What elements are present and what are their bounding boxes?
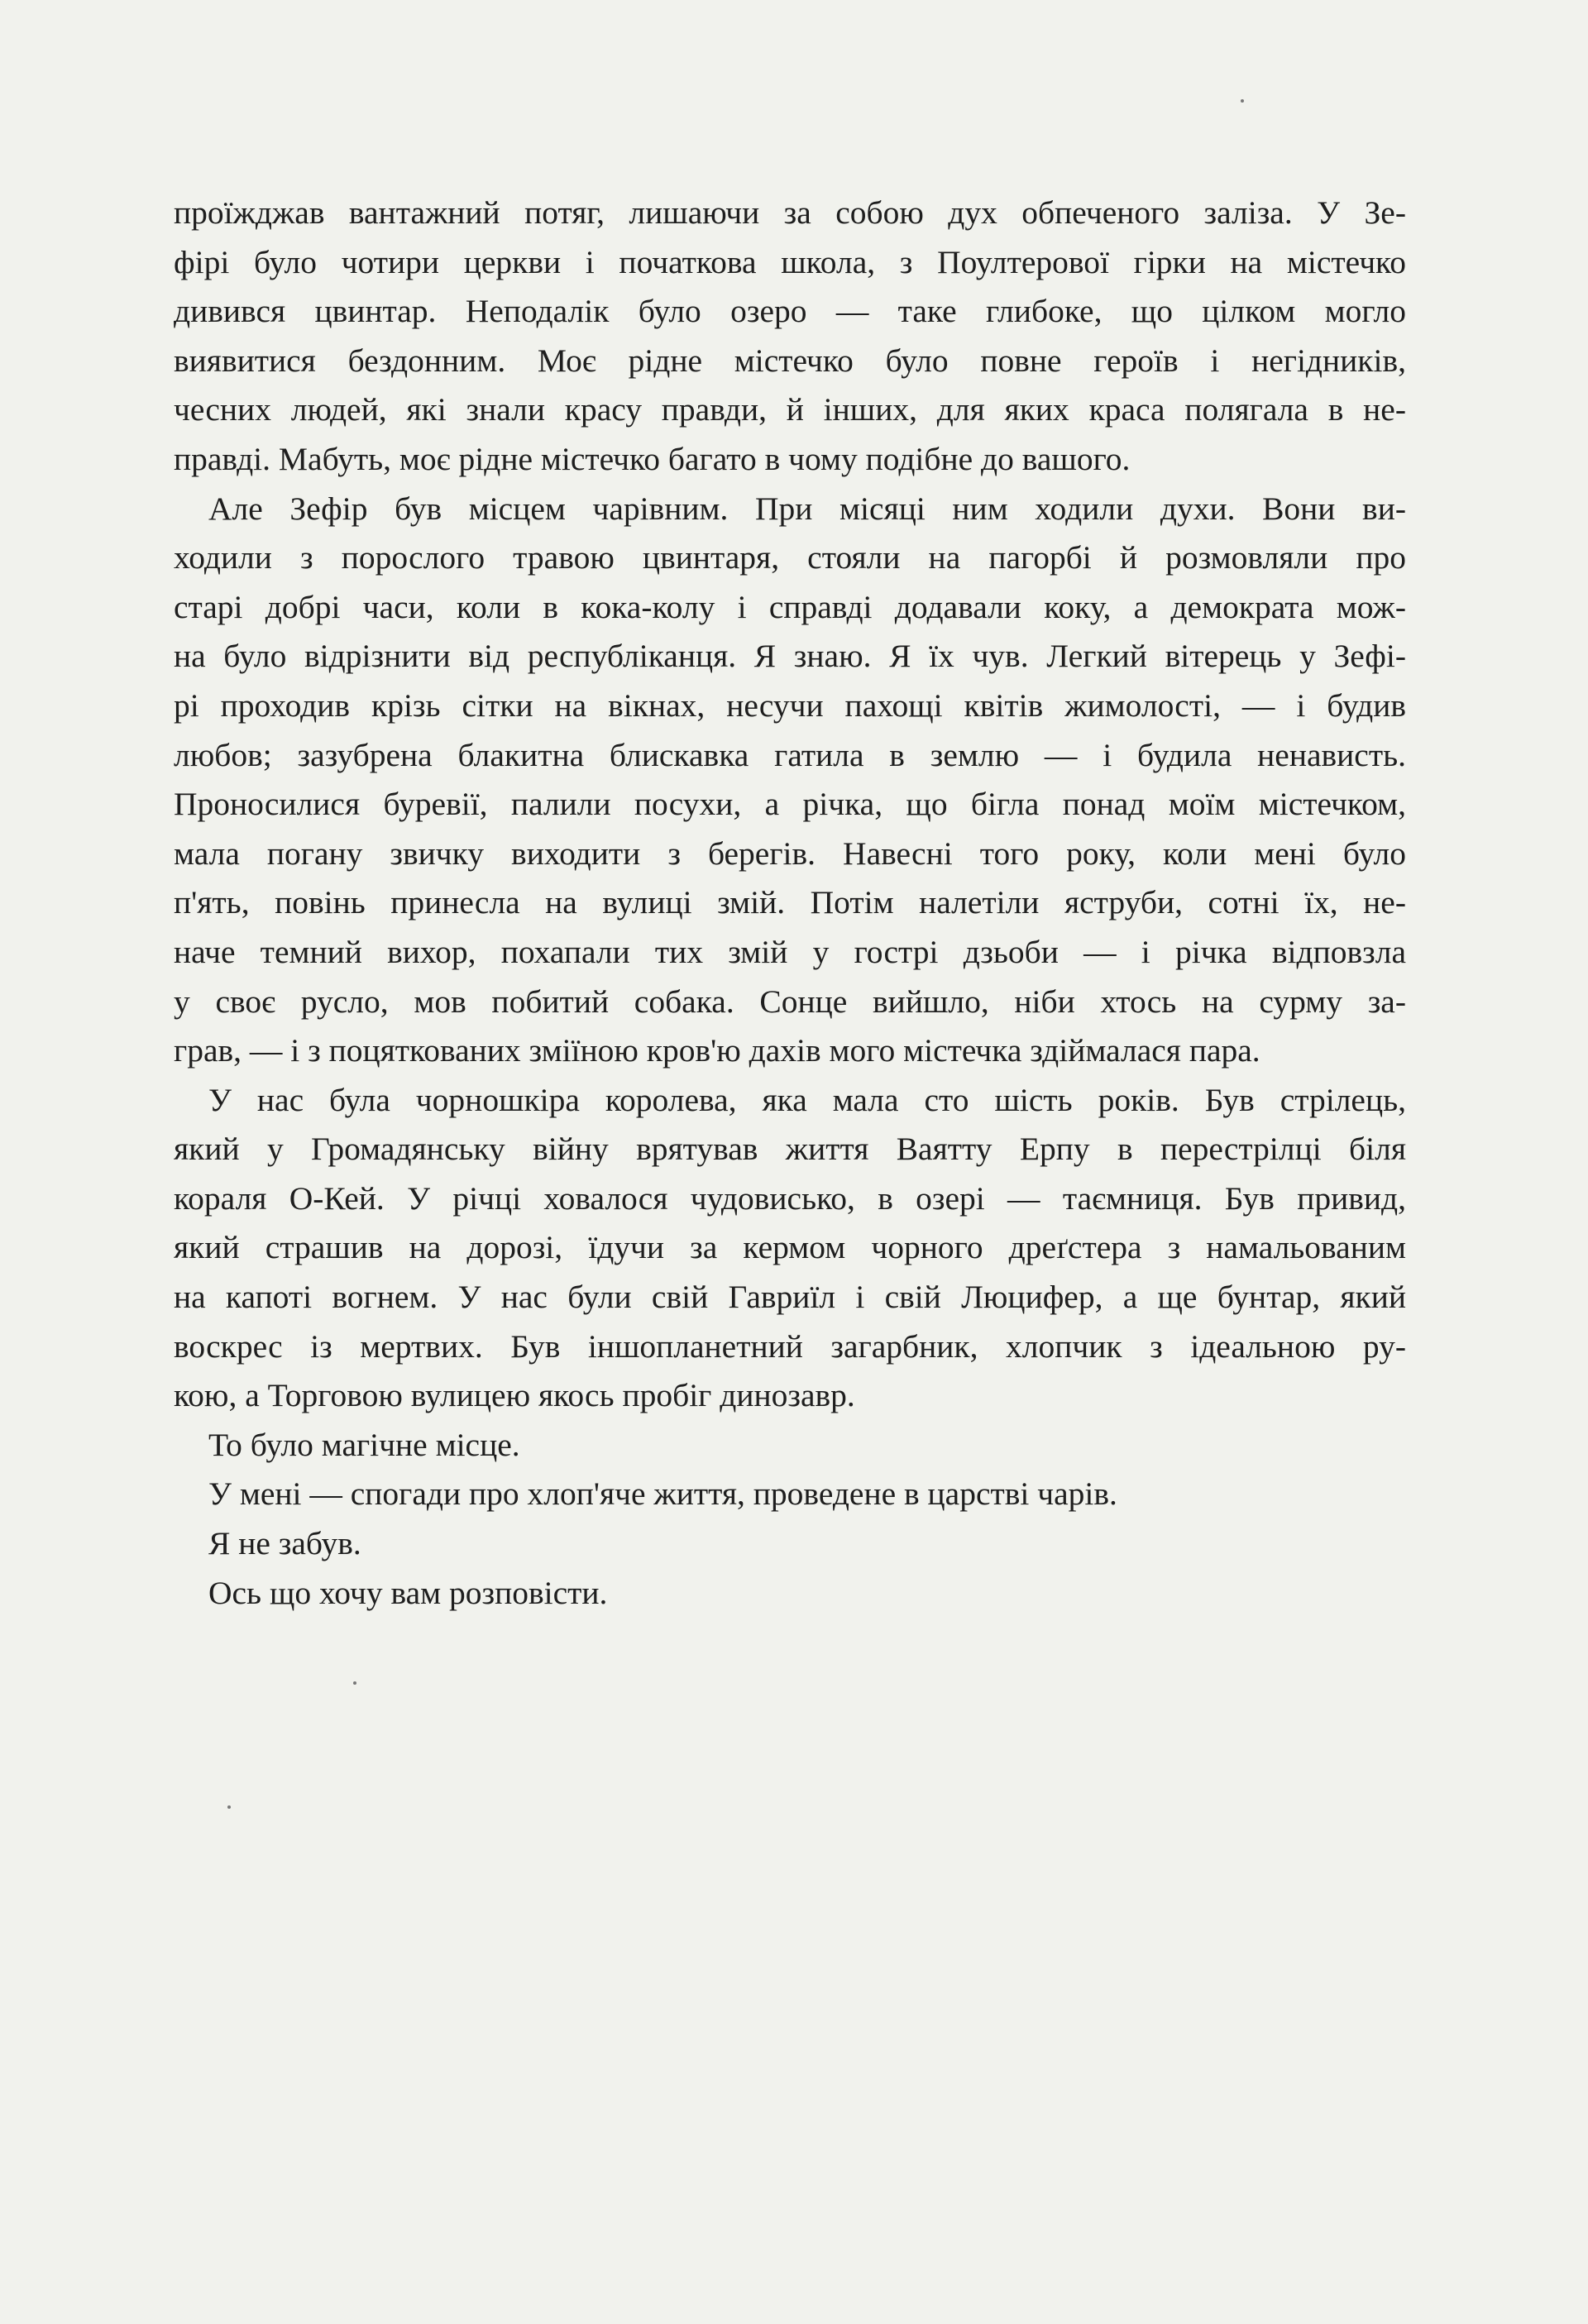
text-line: любов; зазубрена блакитна блискавка гатила в землю — і будила ненависть.: [174, 736, 1406, 773]
text-line: дивився цвинтар. Неподалік було озеро — таке глибоке, що цілком могло: [174, 293, 1406, 330]
text-line: який страшив на дорозі, їдучи за кермом чорного дреґстера з намальованим: [174, 1229, 1406, 1266]
text-line: У мені — спогади про хлоп'яче життя, проведене в царстві чарів.: [208, 1475, 1117, 1513]
text-line: Я не забув.: [208, 1525, 361, 1562]
text-line: воскрес із мертвих. Був іншопланетний загарбник, хлопчик з ідеальною ру-: [174, 1327, 1406, 1365]
text-line: У нас була чорношкіра королева, яка мала сто шість років. Був стрілець,: [208, 1081, 1406, 1118]
text-line: Ось що хочу вам розповісти.: [208, 1574, 608, 1611]
text-line: фірі було чотири церкви і початкова школа, з Поултерової гірки на містечко: [174, 243, 1406, 280]
text-line: наче темний вихор, похапали тих змій у гострі дзьоби — і річка відповзла: [174, 933, 1406, 970]
text-line: виявитися бездонним. Моє рідне містечко було повне героїв і негідників,: [174, 342, 1406, 379]
paper-speck: [1241, 99, 1244, 103]
text-line: правді. Мабуть, моє рідне містечко багато в чому подібне до вашого.: [174, 440, 1131, 477]
text-line: Але Зефір був місцем чарівним. При місяці ним ходили духи. Вони ви-: [208, 490, 1406, 527]
paper-speck: [227, 1805, 231, 1809]
text-line: проїжджав вантажний потяг, лишаючи за собою дух обпеченого заліза. У Зе-: [174, 194, 1406, 231]
paper-speck: [353, 1681, 356, 1685]
text-line: який у Громадянську війну врятував життя Ваятту Ерпу в перестрілці біля: [174, 1131, 1406, 1168]
text-line: на було відрізнити від республіканця. Я знаю. Я їх чув. Легкий вітерець у Зефі-: [174, 638, 1406, 675]
text-line: То було магічне місце.: [208, 1426, 520, 1463]
text-line: старі добрі часи, коли в кока-колу і справді додавали коку, а демократа мож-: [174, 588, 1406, 625]
text-line: чесних людей, які знали красу правди, й інших, для яких краса полягала в не-: [174, 391, 1406, 428]
text-line: мала погану звичку виходити з берегів. Навесні того року, коли мені було: [174, 834, 1406, 872]
text-line: у своє русло, мов побитий собака. Сонце вийшло, ніби хтось на сурму за-: [174, 983, 1406, 1020]
body-text: [174, 189, 1406, 1618]
text-line: кою, а Торговою вулицею якось пробіг динозавр.: [174, 1377, 855, 1414]
text-line: кораля О-Кей. У річці ховалося чудовисько, в озері — таємниця. Був привид,: [174, 1179, 1406, 1217]
text-line: на капоті вогнем. У нас були свій Гавриїл і свій Люцифер, а ще бунтар, який: [174, 1279, 1406, 1316]
text-line: Проносилися буревії, палили посухи, а річка, що бігла понад моїм містечком,: [174, 786, 1406, 823]
text-line: грав, — і з поцяткованих зміїною кров'ю дахів мого містечка здіймалася пара.: [174, 1032, 1260, 1069]
text-line: рі проходив крізь сітки на вікнах, несучи пахощі квітів жимолості, — і будив: [174, 686, 1406, 724]
text-line: ходили з порослого травою цвинтаря, стояли на пагорбі й розмовляли про: [174, 539, 1406, 576]
text-line: п'ять, повінь принесла на вулиці змій. Потім налетіли яструби, сотні їх, не-: [174, 884, 1406, 921]
